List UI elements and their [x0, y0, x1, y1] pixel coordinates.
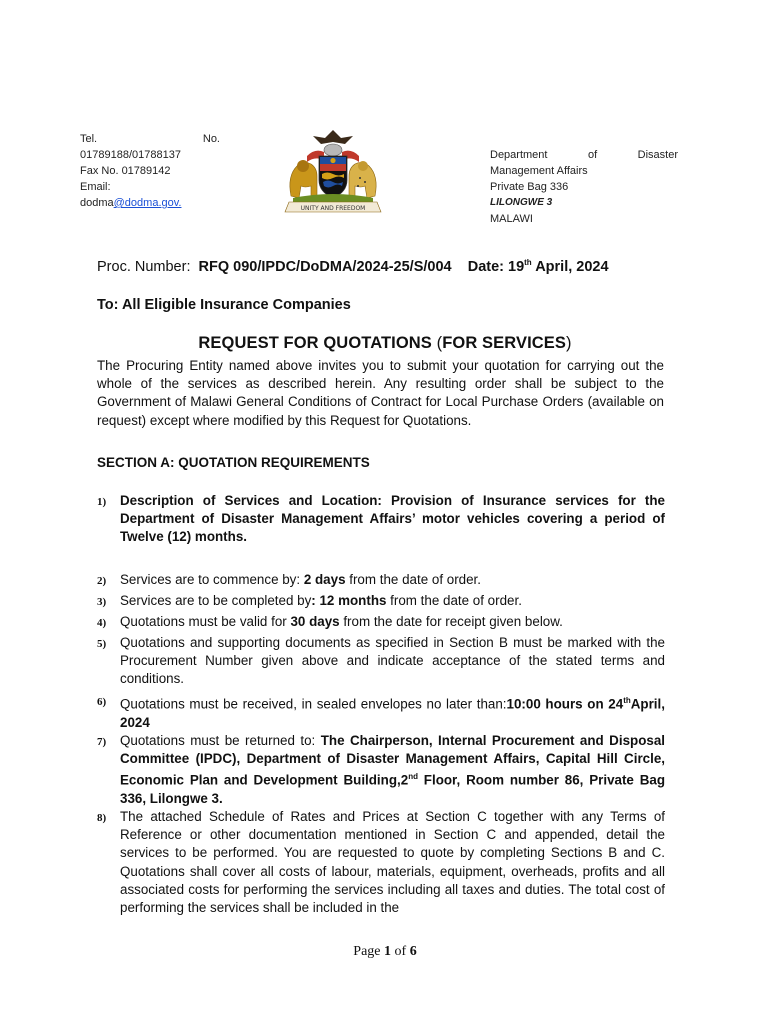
addressee-line: To: All Eligible Insurance Companies — [97, 297, 351, 313]
intro-paragraph: The Procuring Entity named above invites you to submit your quotation for carrying out the whole of the services as described herein. Any resulting order shall be subject to the Government of Malawi General Conditions of Contract for Local Purchase Orders (available on request) except where modified by this Request for Quotations. — [97, 358, 664, 428]
item-text-plain: Quotations must be returned to: — [120, 733, 321, 748]
item-text — [120, 692, 665, 732]
page-footer — [0, 944, 770, 960]
item-number: 6) — [97, 696, 107, 708]
list-item — [97, 732, 665, 808]
department-line-2: Management Affairs — [490, 165, 588, 177]
item-text-plain: Quotations must be valid for — [120, 614, 291, 629]
item-text-sup: nd — [408, 772, 418, 782]
list-item — [97, 613, 665, 631]
item-text-bold: 10:00 hours on 24 — [506, 696, 624, 712]
item-text — [120, 732, 665, 808]
coat-of-arms-seal — [263, 126, 403, 214]
title-paren: ) — [565, 334, 572, 352]
item-text-plain: Services are to commence by: — [120, 572, 304, 587]
item-number: 1) — [97, 496, 107, 508]
item-text — [120, 571, 665, 589]
department-line-1 — [490, 147, 678, 163]
item-text-plain: Services are to be completed by — [120, 593, 312, 608]
list-item — [97, 634, 665, 689]
proc-label: Proc. Number: — [97, 258, 191, 275]
department-word: Disaster — [637, 149, 678, 161]
seal-motto: UNITY AND FREEDOM — [300, 205, 366, 212]
email-address — [80, 195, 220, 211]
document-title — [0, 334, 770, 353]
item-text-bold: : 12 months — [311, 593, 387, 608]
email-label: Email: — [80, 181, 111, 193]
contact-block-right — [490, 147, 678, 227]
item-number: 7) — [97, 736, 107, 748]
item-number: 5) — [97, 638, 107, 650]
section-a-heading: SECTION A: QUOTATION REQUIREMENTS — [97, 455, 370, 470]
proc-date-rest: April, 2024 — [531, 258, 609, 275]
contact-block-left — [80, 131, 220, 211]
item-text-bold: April, 2024 — [120, 696, 665, 730]
tel-no-label: No. — [202, 133, 220, 145]
proc-date-sup: th — [524, 258, 532, 267]
item-text-bold: 30 days — [290, 614, 340, 629]
proc-date — [468, 259, 609, 275]
item-text-sup: th — [623, 696, 631, 705]
item-text-bold: Floor, Room number 86, Private Bag 336, Lilongwe 3. — [120, 772, 665, 807]
item-text: Description of Services and Location: Provision of Insurance services for the Department of Disaster Management Affairs’ motor vehicles covering a period of Twelve (12) months. — [120, 493, 665, 545]
item-number: 8) — [97, 812, 107, 824]
footer-of-word: of — [391, 944, 410, 959]
item-text — [120, 613, 665, 631]
item-text-plain: from the date for receipt given below. — [339, 614, 563, 629]
email-prefix: dodma — [80, 197, 114, 209]
item-text-plain: Quotations must be received, in sealed envelopes no later than: — [120, 696, 507, 712]
footer-current-page: 1 — [384, 944, 392, 959]
item-text-bold: The Chairperson, Internal Procurement and Disposal Committee (IPDC), Department of Disaster Management Affairs, Capital Hill Circle, Economic Plan and Development Building,2 — [120, 733, 665, 788]
footer-total-pages: 6 — [409, 944, 417, 959]
footer-page-word: Page — [353, 944, 385, 959]
item-text-plain: from the date of order. — [386, 593, 522, 608]
country: MALAWI — [490, 213, 533, 225]
list-item — [97, 692, 665, 732]
proc-date-label: Date: 19 — [467, 258, 525, 275]
proc-number: RFQ 090/IPDC/DoDMA/2024-25/S/004 — [198, 258, 452, 275]
email-link[interactable]: @dodma.gov. — [113, 197, 182, 209]
tel-numbers: 01789188/01788137 — [80, 149, 181, 161]
department-word: of — [587, 149, 598, 161]
item-number: 2) — [97, 575, 107, 587]
item-text — [120, 592, 665, 610]
item-text: Quotations and supporting documents as specified in Section B must be marked with the Procurement Number given above and indicate acceptance of the stated terms and conditions. — [120, 635, 665, 687]
title-main: REQUEST FOR QUOTATIONS — [198, 334, 437, 352]
item-text-plain: from the date of order. — [345, 572, 481, 587]
list-item — [97, 592, 665, 610]
tel-row — [80, 131, 220, 147]
tel-label: Tel. — [80, 133, 98, 145]
list-item — [97, 808, 665, 917]
private-bag: Private Bag 336 — [490, 181, 569, 193]
procurement-number-line — [97, 258, 609, 275]
item-text: The attached Schedule of Rates and Prices at Section C together with any Terms of Reference or other documentation mentioned in Section C and appended, detail the services to be performed. You are requested to quote by completing Sections B and C. Quotations shall cover all costs of labour, materials, equipment, overheads, profits and all associated costs for performing the services including all taxes and duties. The total cost of performing the services shall be included in the — [120, 809, 665, 916]
department-word: Department — [490, 149, 548, 161]
city: LILONGWE 3 — [490, 197, 553, 208]
item-text-bold: 2 days — [303, 572, 346, 587]
item-number: 4) — [97, 617, 107, 629]
title-paren: ( — [436, 334, 443, 352]
list-item — [97, 492, 665, 547]
fax-number: Fax No. 01789142 — [80, 165, 171, 177]
title-inner: FOR SERVICES — [442, 334, 566, 352]
coat-of-arms-icon — [263, 126, 403, 214]
list-item — [97, 571, 665, 589]
item-number: 3) — [97, 596, 107, 608]
